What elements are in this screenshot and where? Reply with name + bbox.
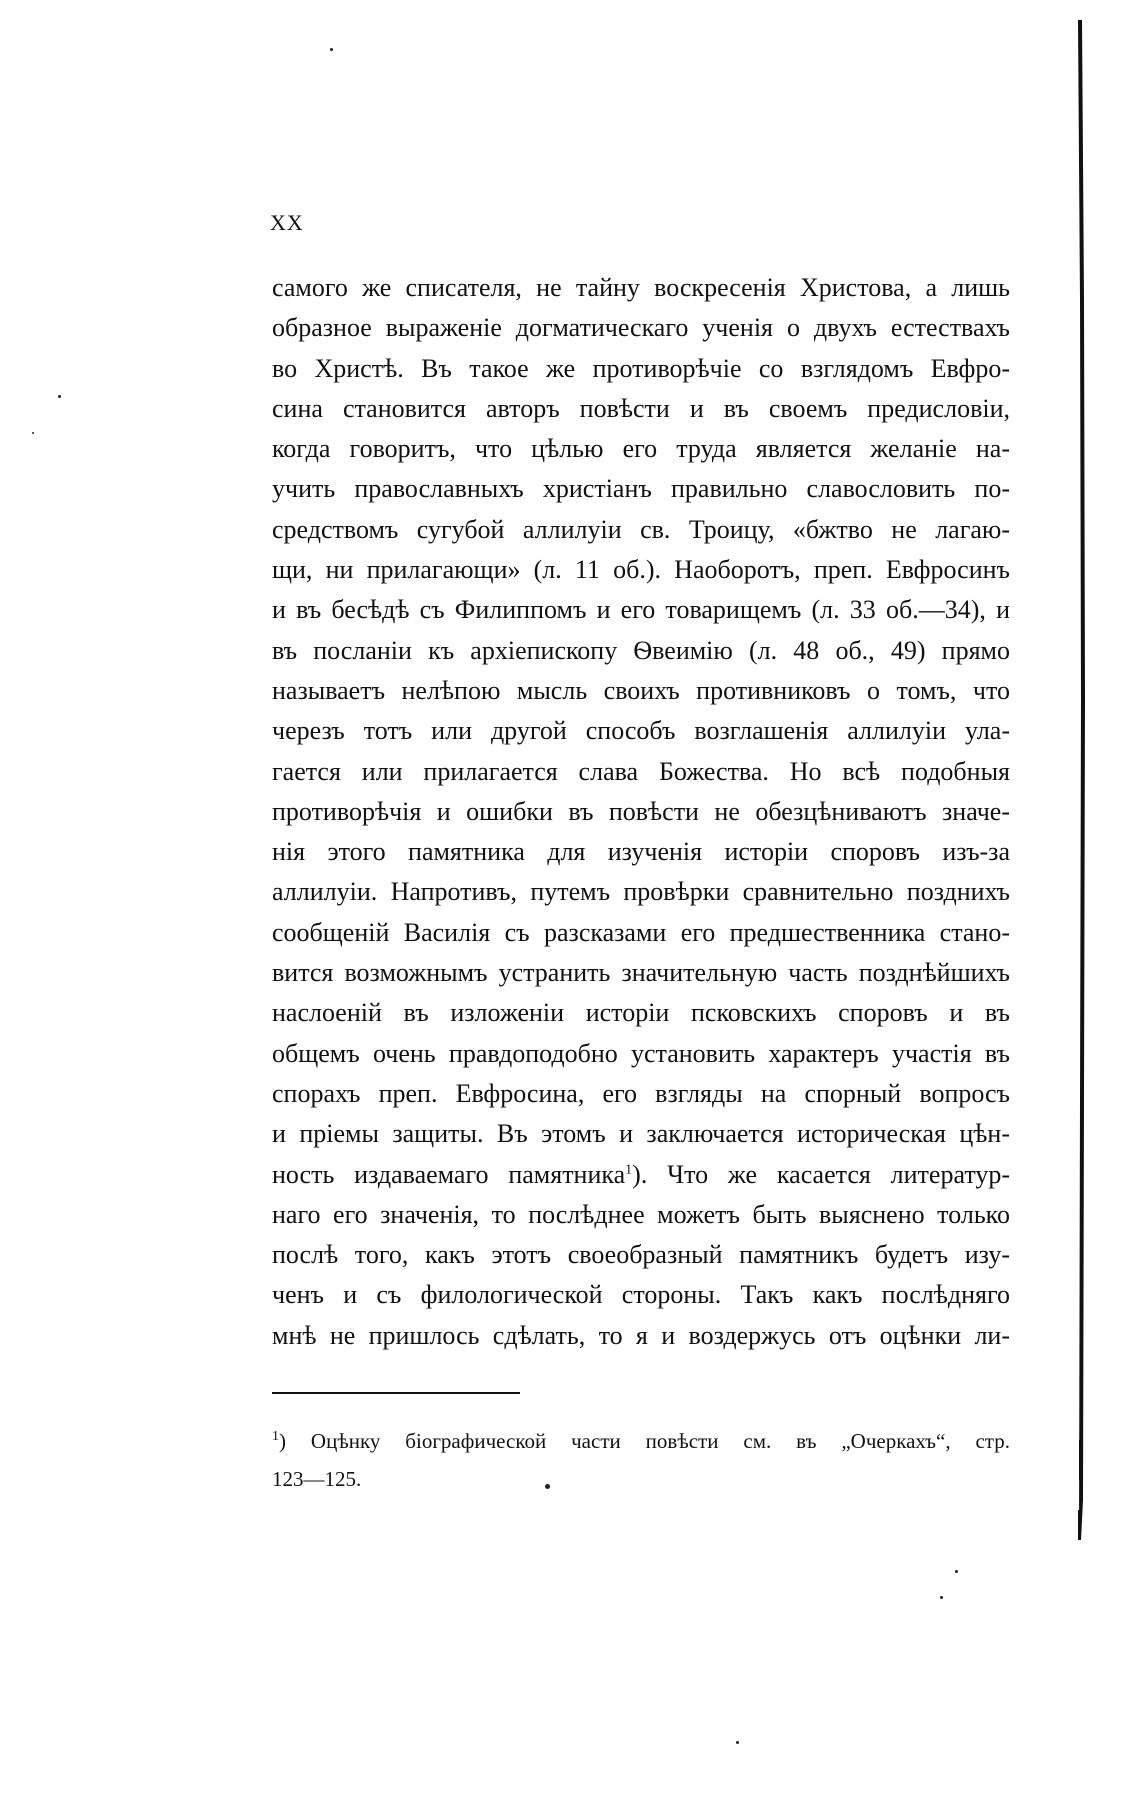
page-number: XX: [270, 210, 304, 235]
text-line: наслоеній въ изложеніи исторіи псковскихъ споровъ и въ: [272, 998, 1010, 1028]
footnote-divider: [272, 1392, 520, 1394]
text-line: когда говоритъ, что цѣлью его труда является желаніе на-: [272, 434, 1010, 464]
text-segment: ность издаваемаго памятника: [272, 1159, 626, 1189]
footnote-reference: 1: [625, 1161, 633, 1177]
print-speck: [736, 1741, 739, 1744]
text-line: мнѣ не пришлось сдѣлать, то я и воздержусь отъ оцѣнки ли-: [272, 1320, 1010, 1350]
text-line: учить православныхъ христіанъ правильно славословить по-: [272, 474, 1010, 504]
text-line: послѣ того, какъ этотъ своеобразный памятникъ будетъ изу-: [272, 1240, 1010, 1270]
text-line: и въ бесѣдѣ съ Филиппомъ и его товарищемъ (л. 33 об.—34), и: [272, 595, 1010, 625]
footnote-mark: 1: [272, 1429, 279, 1444]
text-line: средствомъ сугубой аллилуіи св. Троицу, «бжтво не лагаю-: [272, 514, 1010, 544]
text-line: самого же списателя, не тайну воскресенія Христова, а лишь: [272, 273, 1010, 302]
print-speck: [58, 395, 61, 398]
text-line: образное выраженіе догматическаго ученія о двухъ естествахъ: [272, 313, 1010, 343]
body-text: [272, 268, 1010, 1356]
text-line: называетъ нелѣпою мысль своихъ противниковъ о томъ, что: [272, 675, 1010, 705]
text-line: сообщеній Василія съ разсказами его предшественника стано-: [272, 917, 1010, 947]
text-line-with-footnote-ref: [272, 1155, 1010, 1195]
text-line: спорахъ преп. Евфросина, его взгляды на спорный вопросъ: [272, 1078, 1010, 1108]
text-line: во Христѣ. Въ такое же противорѣчіе со взглядомъ Евфро-: [272, 353, 1010, 383]
text-line: въ посланіи къ архіепископу Ѳвеимію (л. 48 об., 49) прямо: [272, 635, 1010, 665]
text-segment: ). Что же касается литератур-: [632, 1159, 1010, 1189]
text-line: сина становится авторъ повѣсти и въ своемъ предисловіи,: [272, 393, 1010, 423]
footnote-line: [272, 1422, 1010, 1460]
text-line: и пріемы защиты. Въ этомъ и заключается историческая цѣн-: [272, 1119, 1010, 1149]
text-line: общемъ очень правдоподобно установить характеръ участія въ: [272, 1038, 1010, 1068]
text-line: наго его значенія, то послѣднее можетъ быть выяснено только: [272, 1199, 1010, 1229]
text-line: аллилуіи. Напротивъ, путемъ провѣрки сравнительно позднихъ: [272, 877, 1010, 907]
print-speck: [32, 432, 34, 434]
print-speck: [955, 1570, 958, 1573]
print-speck: [330, 48, 333, 51]
page-binding-edge: [1060, 0, 1140, 1819]
print-speck: [940, 1596, 943, 1599]
text-line: черезъ тотъ или другой способъ возглашенія аллилуіи ула-: [272, 716, 1010, 746]
text-line: ченъ и съ филологической стороны. Такъ какъ послѣдняго: [272, 1280, 1010, 1310]
text-line: щи, ни прилагающи» (л. 11 об.). Наоборотъ, преп. Евфросинъ: [272, 555, 1010, 585]
print-speck: [545, 1484, 550, 1489]
footnote-line: 123—125.: [272, 1467, 362, 1491]
text-line: противорѣчія и ошибки въ повѣсти не обезцѣниваютъ значе-: [272, 796, 1010, 826]
text-line: гается или прилагается слава Божества. Но всѣ подобныя: [272, 756, 1010, 786]
footnote-text: ) Оцѣнку біографической части повѣсти см. въ „Очеркахъ“, стр.: [279, 1429, 1010, 1453]
footnotes: [272, 1422, 1010, 1498]
text-line: нія этого памятника для изученія исторіи споровъ изъ-за: [272, 837, 1010, 867]
text-line: вится возможнымъ устранить значительную часть позднѣйшихъ: [272, 958, 1010, 988]
